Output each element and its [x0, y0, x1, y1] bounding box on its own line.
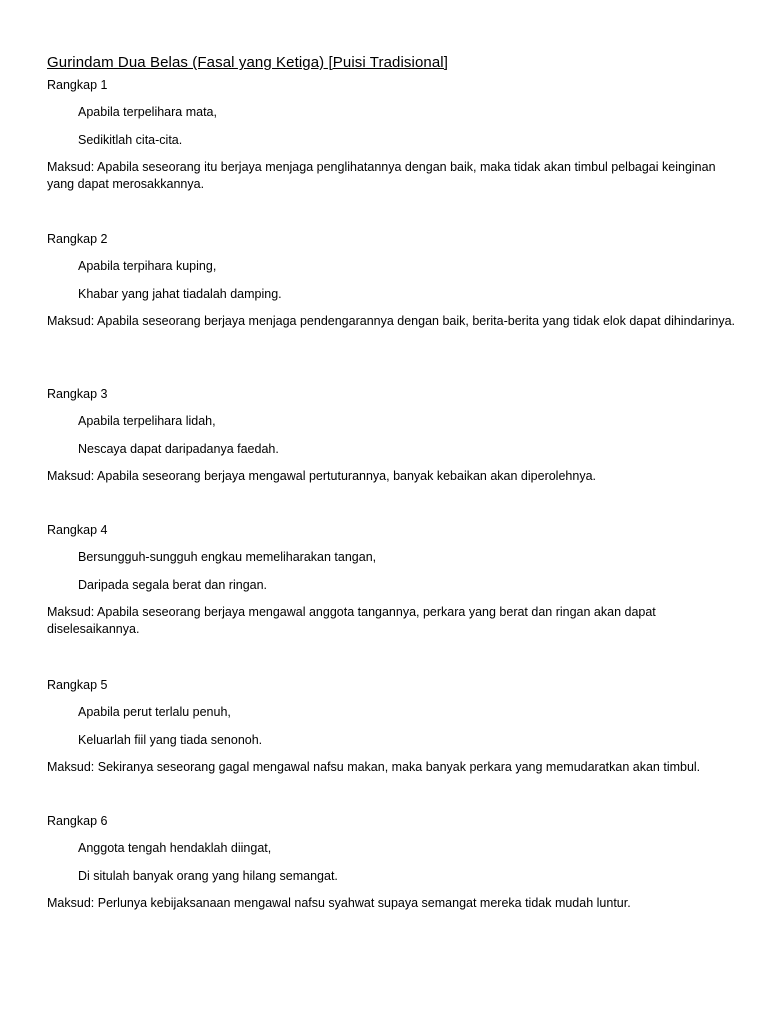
document-title: Gurindam Dua Belas (Fasal yang Ketiga) [Puisi Tradisional] [47, 54, 448, 72]
poem-line: Anggota tengah hendaklah diingat, [78, 841, 272, 855]
stanza-heading: Rangkap 1 [47, 78, 108, 92]
poem-line: Sedikitlah cita-cita. [78, 133, 183, 147]
poem-line: Apabila terpelihara mata, [78, 105, 217, 119]
meaning-label: Maksud: [47, 896, 95, 910]
poem-line: Nescaya dapat daripadanya faedah. [78, 442, 279, 456]
meaning-text: Apabila seseorang berjaya mengawal pertuturannya, banyak kebaikan akan diperolehnya. [97, 469, 596, 483]
stanza-meaning [47, 313, 737, 330]
stanza-meaning [47, 759, 737, 776]
poem-line: Apabila perut terlalu penuh, [78, 705, 231, 719]
poem-line: Apabila terpihara kuping, [78, 259, 217, 273]
meaning-text: Apabila seseorang itu berjaya menjaga penglihatannya dengan baik, maka tidak akan timbul pelbagai keinginan yang dapat merosakkannya. [47, 160, 716, 191]
poem-line: Bersungguh-sungguh engkau memeliharakan tangan, [78, 550, 377, 564]
stanza-heading: Rangkap 6 [47, 814, 108, 828]
stanza-meaning [47, 468, 737, 485]
poem-line: Daripada segala berat dan ringan. [78, 578, 268, 592]
poem-line: Di situlah banyak orang yang hilang semangat. [78, 869, 338, 883]
meaning-label: Maksud: [47, 469, 95, 483]
poem-line: Khabar yang jahat tiadalah damping. [78, 287, 282, 301]
meaning-text: Apabila seseorang berjaya menjaga pendengarannya dengan baik, berita-berita yang tidak elok dapat dihindarinya. [97, 314, 735, 328]
stanza-meaning [47, 159, 737, 193]
poem-line: Apabila terpelihara lidah, [78, 414, 216, 428]
stanza-meaning [47, 895, 737, 912]
meaning-text: Sekiranya seseorang gagal mengawal nafsu makan, maka banyak perkara yang memudaratkan akan timbul. [97, 760, 701, 774]
meaning-label: Maksud: [47, 605, 95, 619]
stanza-meaning [47, 604, 737, 638]
stanza-heading: Rangkap 3 [47, 387, 108, 401]
meaning-text: Apabila seseorang berjaya mengawal anggota tangannya, perkara yang berat dan ringan akan dapat diselesaikannya. [47, 605, 656, 636]
meaning-label: Maksud: [47, 760, 95, 774]
stanza-heading: Rangkap 2 [47, 232, 108, 246]
stanza-heading: Rangkap 4 [47, 523, 108, 537]
poem-line: Keluarlah fiil yang tiada senonoh. [78, 733, 263, 747]
meaning-label: Maksud: [47, 160, 95, 174]
meaning-label: Maksud: [47, 314, 95, 328]
meaning-text: Perlunya kebijaksanaan mengawal nafsu syahwat supaya semangat mereka tidak mudah luntur. [97, 896, 631, 910]
stanza-heading: Rangkap 5 [47, 678, 108, 692]
